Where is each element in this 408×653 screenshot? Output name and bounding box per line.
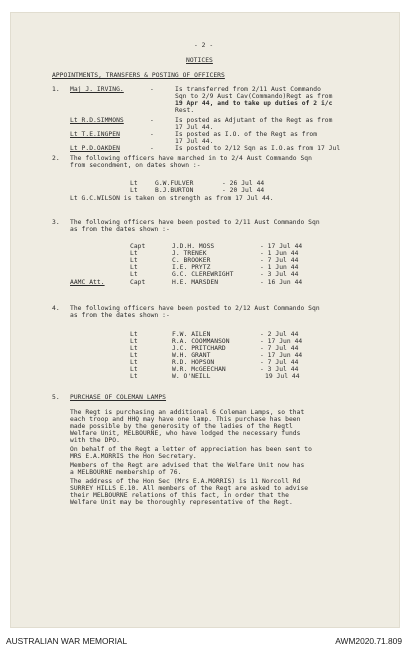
text-line: each troop and HHQ may have one lamp. This purchase has been: [70, 416, 301, 423]
officer-name: J.C. PRITCHARD: [172, 345, 226, 352]
date: - 3 Jul 44: [260, 271, 299, 278]
text-line: Is posted as I.O. of the Regt as from: [175, 131, 318, 138]
dash: -: [150, 145, 154, 152]
date: - 17 Jun 44: [260, 338, 303, 345]
text-line: Is posted to 2/12 Sqn as I.O.as from 17 Jul: [175, 145, 341, 152]
text-line: as from the dates shown :-: [70, 312, 170, 319]
officer-name: Lt P.D.OAKDEN: [70, 145, 120, 152]
date: - 20 Jul 44: [222, 187, 265, 194]
text-line: as from the dates shown :-: [70, 226, 170, 233]
rank: Lt: [130, 180, 138, 187]
date: - 7 Jul 44: [260, 359, 299, 366]
text-line: The Regt is purchasing an additional 6 Coleman Lamps, so that: [70, 409, 305, 416]
officer-name: H.E. MARSDEN: [172, 279, 219, 286]
rank: Lt: [130, 257, 138, 264]
officer-name: I.E. PRYTZ: [172, 264, 211, 271]
rank: Lt: [130, 352, 138, 359]
text-line: SURREY HILLS E.10. All members of the Regt are asked to advise: [70, 485, 309, 492]
text-line: a MELBOURNE membership of 76.: [70, 469, 182, 476]
date: - 1 Jun 44: [260, 264, 299, 271]
text-line: Rest.: [175, 107, 195, 114]
date: - 2 Jul 44: [260, 331, 299, 338]
text-line: The address of the Hon Sec (Mrs E.A.MORRIS) is 11 Norcoll Rd: [70, 478, 301, 485]
item-number: 2.: [52, 155, 60, 162]
officer-name: B.J.BURTON: [155, 187, 194, 194]
rank: Lt: [130, 373, 138, 380]
footer-accession-number: AWM2020.71.809: [335, 636, 402, 646]
officer-name: J. TRENEK: [172, 250, 207, 257]
text-line: with the DPO.: [70, 437, 120, 444]
text-line: MRS E.A.MORRIS the Hon Secretary.: [70, 453, 197, 460]
officer-name: J.D.H. MOSS: [172, 243, 215, 250]
rank: Lt: [130, 331, 138, 338]
officer-name: W.H. GRANT: [172, 352, 211, 359]
date: - 3 Jul 44: [260, 366, 299, 373]
dash: -: [150, 131, 154, 138]
text-line: Is posted as Adjutant of the Regt as from: [175, 117, 333, 124]
text-line: 19 Apr 44, and to take up duties of 2 i/c: [175, 100, 333, 107]
text-line: 17 Jul 44.: [175, 124, 214, 131]
rank: Capt: [130, 243, 146, 250]
dash: -: [150, 117, 154, 124]
text-line: Sqn to 2/9 Aust Cav(Commando)Regt as from: [175, 93, 333, 100]
text-line: Is transferred from 2/11 Aust Commando: [175, 86, 321, 93]
subsection-title: PURCHASE OF COLEMAN LAMPS: [70, 394, 167, 401]
item-number: 5.: [52, 394, 60, 401]
officer-name: F.W. AILEN: [172, 331, 211, 338]
text-line: made possible by the generosity of the ladies of the Regtl: [70, 423, 293, 430]
rank: Lt: [130, 359, 138, 366]
text-line: On behalf of the Regt a letter of appreciation has been sent to: [70, 446, 312, 453]
date: - 17 Jul 44: [260, 243, 303, 250]
date: - 26 Jul 44: [222, 180, 265, 187]
rank: Lt: [130, 345, 138, 352]
date: 19 Jul 44: [265, 373, 300, 380]
rank: Capt: [130, 279, 146, 286]
rank: Lt: [130, 187, 138, 194]
date: - 16 Jun 44: [260, 279, 303, 286]
rank: Lt: [130, 366, 138, 373]
officer-name: G.W.FULVER: [155, 180, 194, 187]
item-number: 3.: [52, 219, 60, 226]
text-line: their MELBOURNE relations of this fact, in order that the: [70, 492, 289, 499]
officer-name: R.D. HOPSON: [172, 359, 215, 366]
officer-name: Maj J. IRVING.: [70, 86, 124, 93]
rank: Lt: [130, 338, 138, 345]
officer-name: G.C. CLEREWRIGHT: [172, 271, 234, 278]
text-line: Welfare Unit, MELBOURNE, who have lodged the necessary funds: [70, 430, 301, 437]
date: - 7 Jul 44: [260, 345, 299, 352]
officer-name: W.R. McGEECHAN: [172, 366, 226, 373]
text-line: Lt G.C.WILSON is taken on strength as from 17 Jul 44.: [70, 195, 274, 202]
notices-heading: NOTICES: [186, 57, 213, 64]
officer-name: W. O'NEILL: [172, 373, 211, 380]
rank: Lt: [130, 264, 138, 271]
date: - 7 Jul 44: [260, 257, 299, 264]
text-line: Welfare Unit may be thoroughly representative of the Regt.: [70, 499, 293, 506]
rank: Lt: [130, 250, 138, 257]
text-line: from secondment, on dates shown :-: [70, 162, 201, 169]
officer-name: Lt R.D.SIMMONS: [70, 117, 124, 124]
officer-name: C. BROOKER: [172, 257, 211, 264]
dash: -: [150, 86, 154, 93]
date: - 17 Jun 44: [260, 352, 303, 359]
text-line: Members of the Regt are advised that the Welfare Unit now has: [70, 462, 305, 469]
officer-name: R.A. COOMMANSON: [172, 338, 230, 345]
text-line: The following officers have been posted to 2/12 Aust Commando Sqn: [70, 305, 320, 312]
text-line: The following officers have been posted to 2/11 Aust Commando Sqn: [70, 219, 320, 226]
date: - 1 Jun 44: [260, 250, 299, 257]
footer-credit: AUSTRALIAN WAR MEMORIAL: [6, 636, 128, 646]
section-title: APPOINTMENTS, TRANSFERS & POSTING OF OFFICERS: [52, 72, 225, 79]
text-line: The following officers have marched in to 2/4 Aust Commando Sqn: [70, 155, 312, 162]
page-number: - 2 -: [194, 42, 214, 49]
item-number: 1.: [52, 86, 60, 93]
item-number: 4.: [52, 305, 60, 312]
rank: Lt: [130, 271, 138, 278]
officer-name: Lt T.E.INGPEN: [70, 131, 120, 138]
text-line: 17 Jul 44.: [175, 138, 214, 145]
side-note: AAMC Att.: [70, 279, 105, 286]
